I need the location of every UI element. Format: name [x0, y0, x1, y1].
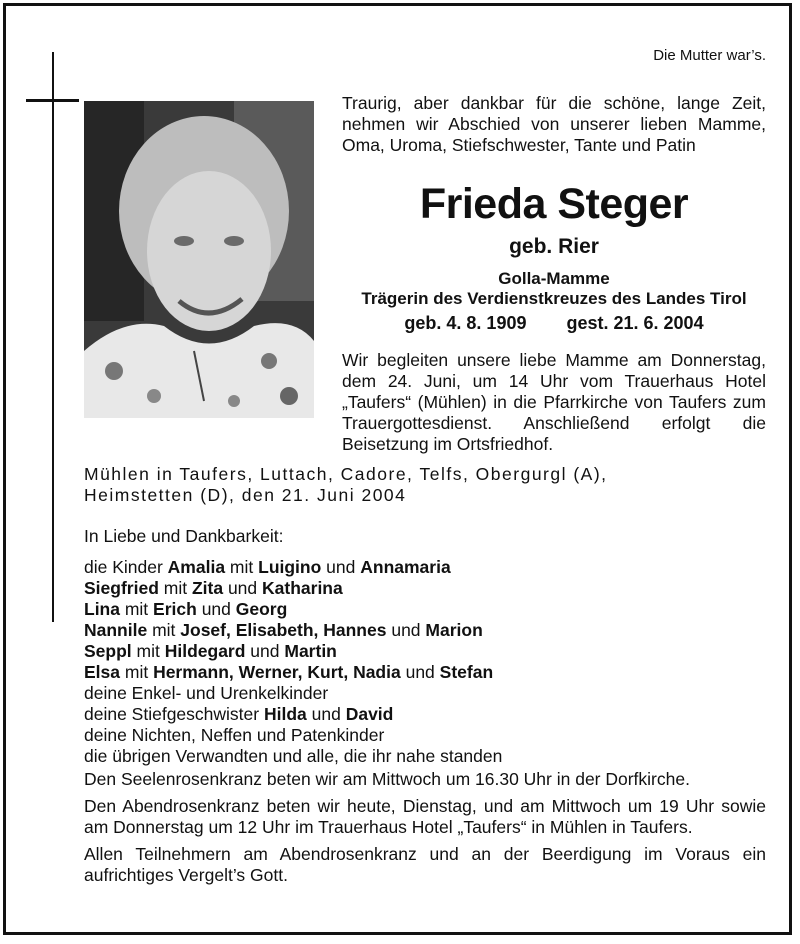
intro-text: Traurig, aber dankbar für die schöne, lange Zeit, nehmen wir Abschied von unserer lieben Mamme, Oma, Uroma, Stiefschwester, Tante und Patin: [342, 93, 766, 155]
birth-date: geb. 4. 8. 1909: [404, 313, 527, 333]
places-and-date: [84, 464, 774, 506]
thanks-notice: Allen Teilnehmern am Abendrosenkranz und an der Beerdigung im Voraus ein aufrichtiges Vergelt’s Gott.: [84, 844, 766, 885]
family-intro: In Liebe und Dankbarkeit:: [84, 526, 284, 546]
places-line: Mühlen in Taufers, Luttach, Cadore, Telfs, Obergurgl (A),: [84, 464, 608, 484]
family-line: deine Stiefgeschwister Hilda und David: [84, 704, 394, 724]
deceased-name: Frieda Steger: [419, 180, 689, 228]
family-line: Lina mit Erich und Georg: [84, 599, 288, 619]
places-line: Heimstetten (D), den 21. Juni 2004: [84, 485, 407, 505]
portrait-photo: [84, 101, 314, 418]
life-dates: [342, 313, 766, 334]
death-date: gest. 21. 6. 2004: [566, 313, 704, 333]
maiden-name: geb. Rier: [509, 235, 599, 258]
award: Trägerin des Verdienstkreuzes des Landes Tirol: [361, 289, 747, 308]
family-line: Siegfried mit Zita und Katharina: [84, 578, 343, 598]
family-line: Nannile mit Josef, Elisabeth, Hannes und Marion: [84, 620, 483, 640]
family-line: deine Enkel- und Urenkelkinder: [84, 683, 329, 703]
portrait-illustration: [84, 101, 314, 418]
rosary-notice: Den Seelenrosenkranz beten wir am Mittwoch um 16.30 Uhr in der Dorfkirche.: [84, 769, 690, 789]
family-line: deine Nichten, Neffen und Patenkinder: [84, 725, 385, 745]
motto: Die Mutter war’s.: [653, 47, 766, 64]
cross-vertical: [52, 52, 54, 622]
family-line: die übrigen Verwandten und alle, die ihr nahe standen: [84, 746, 503, 766]
nickname: Golla-Mamme: [498, 269, 610, 288]
family-line: die Kinder Amalia mit Luigino und Annamaria: [84, 557, 451, 577]
family-line: Elsa mit Hermann, Werner, Kurt, Nadia und Stefan: [84, 662, 494, 682]
family-line: Seppl mit Hildegard und Martin: [84, 641, 337, 661]
cross-horizontal: [26, 99, 79, 102]
mourners-list: [84, 526, 774, 767]
service-notices: [84, 769, 766, 892]
funeral-text: Wir begleiten unsere liebe Mamme am Donnerstag, dem 24. Juni, um 14 Uhr vom Trauerhaus Hotel „Taufers“ (Mühlen) in die Pfarrkirche von Taufers zum Trauergottesdienst. Anschließend erfolgt die Beisetzung im Ortsfriedhof.: [342, 350, 766, 454]
evening-rosary-notice: Den Abendrosenkranz beten wir heute, Dienstag, und am Mittwoch um 19 Uhr sowie am Donnerstag um 12 Uhr im Trauerhaus Hotel „Taufers“ in Mühlen in Taufers.: [84, 796, 766, 837]
